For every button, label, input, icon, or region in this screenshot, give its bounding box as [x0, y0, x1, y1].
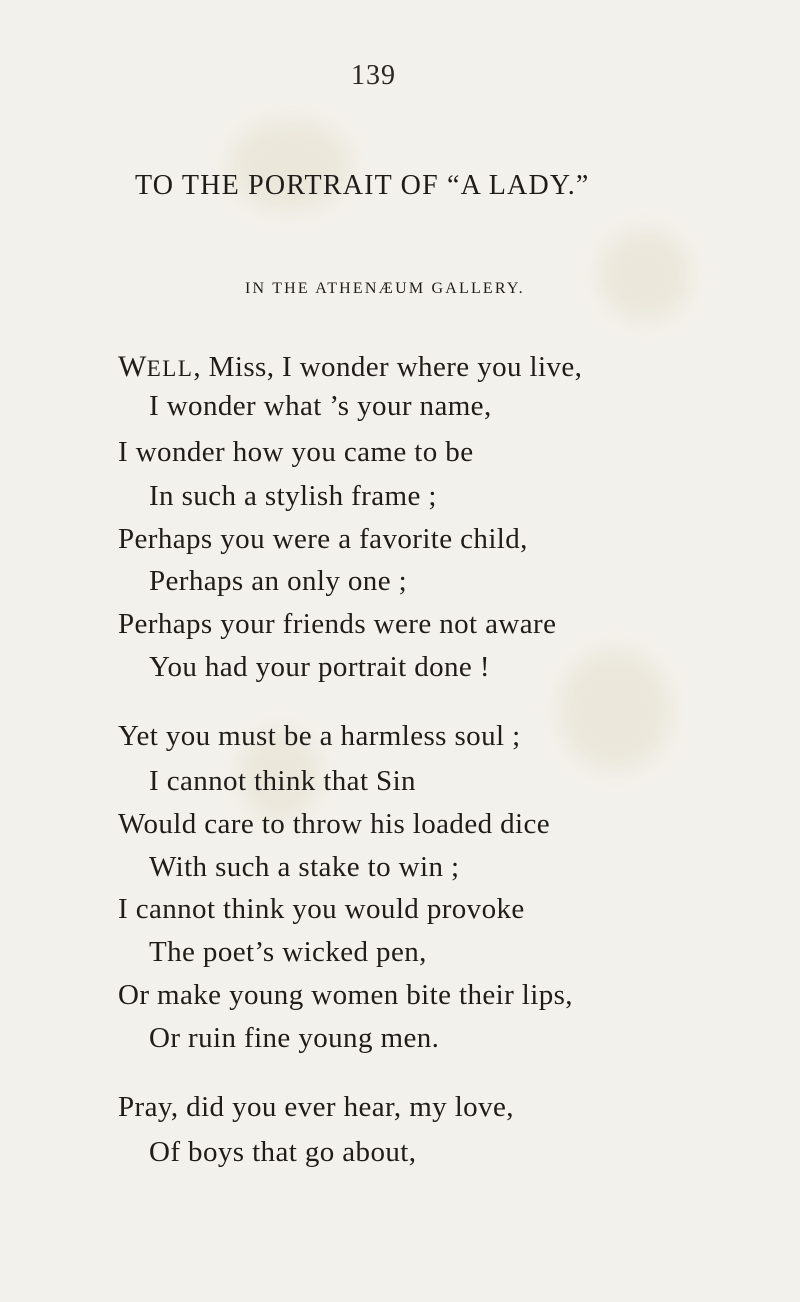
poem-line: Or make young women bite their lips, [118, 979, 573, 1011]
poem-line: Would care to throw his loaded dice [118, 808, 551, 840]
paper-stain [560, 650, 670, 770]
drop-initial: W [118, 350, 147, 383]
poem-line: In such a stylish frame ; [149, 480, 437, 512]
poem-line [118, 350, 582, 384]
page-number: 139 [351, 60, 396, 91]
poem-line: I wonder how you came to be [118, 436, 474, 468]
poem-line: I cannot think you would provoke [118, 893, 525, 925]
poem-line: Or ruin fine young men. [149, 1022, 440, 1054]
poem-line: Yet you must be a harmless soul ; [118, 720, 521, 752]
poem-line: I wonder what ’s your name, [149, 390, 492, 422]
poem-line: Of boys that go about, [149, 1136, 417, 1168]
poem-subtitle: IN THE ATHENÆUM GALLERY. [245, 280, 525, 297]
poem-line: The poet’s wicked pen, [149, 936, 427, 968]
poem-title: TO THE PORTRAIT OF “A LADY.” [135, 170, 590, 201]
poem-line: Perhaps you were a favorite child, [118, 523, 528, 555]
line-text: , Miss, I wonder where you live, [193, 351, 583, 383]
poem-line: You had your portrait done ! [149, 651, 490, 683]
poem-line: I cannot think that Sin [149, 765, 416, 797]
poem-line: With such a stake to win ; [149, 851, 460, 883]
small-caps-word: ELL [146, 356, 194, 381]
paper-stain [600, 230, 690, 320]
poem-line: Perhaps an only one ; [149, 565, 408, 597]
poem-line: Pray, did you ever hear, my love, [118, 1091, 514, 1123]
poem-line: Perhaps your friends were not aware [118, 608, 557, 640]
